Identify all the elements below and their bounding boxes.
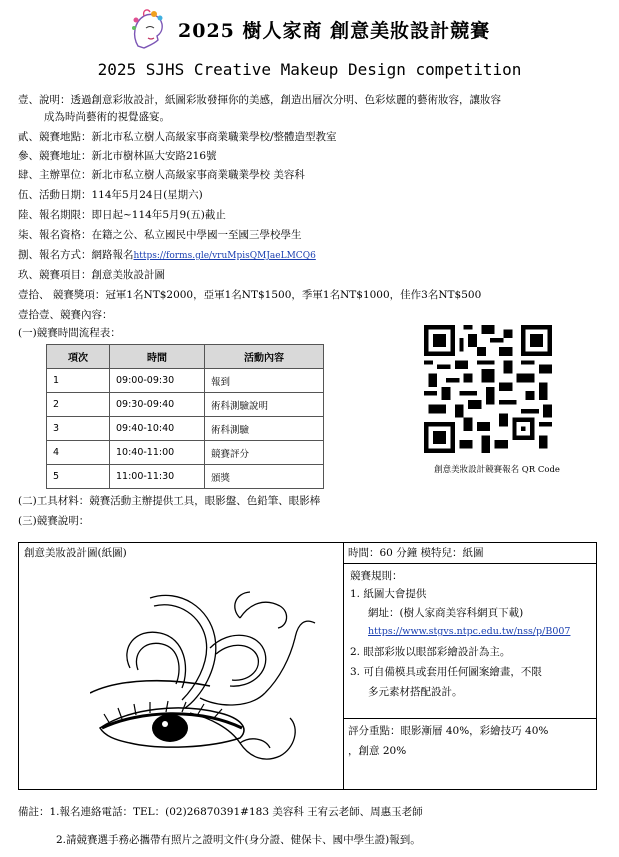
schedule-heading: (一)競賽時間流程表： (18, 327, 121, 339)
info-item: 玖、競賽項目：創意美妝設計圖 (18, 269, 165, 281)
rule-2: 2. 眼部彩妝以眼部彩繪設計為主。 (350, 646, 511, 658)
cell: 頒獎 (205, 465, 324, 489)
info-location: 貳、競賽地點：新北市私立樹人高級家事商業職業學校/整體造型教室 (18, 131, 337, 143)
butterfly-eye-illustration (90, 578, 330, 778)
divider (343, 563, 597, 564)
cell: 4 (47, 441, 110, 465)
rule-1-site: 網址：(樹人家商美容科網頁下載) (368, 607, 524, 619)
divider (343, 718, 597, 719)
cell: 09:40-10:40 (110, 417, 205, 441)
info-content: 壹拾壹、競賽內容： (18, 309, 113, 321)
info-line-1b: 成為時尚藝術的視覺盛宴。 (44, 111, 170, 123)
table-row (47, 393, 324, 417)
cell: 5 (47, 465, 110, 489)
face-logo-icon (124, 6, 170, 52)
schedule-table (46, 344, 324, 489)
scoring-line-2: ，創意 20% (348, 745, 407, 757)
cell: 2 (47, 393, 110, 417)
cell: 競賽評分 (205, 441, 324, 465)
info-awards: 壹拾、 競賽獎項：冠軍1名NT$2000，亞軍1名NT$1500，季軍1名NT$1000，佳作3名NT$500 (18, 289, 482, 301)
cell: 報到 (205, 369, 324, 393)
rule-3b: 多元素材搭配設計。 (368, 686, 463, 698)
qr-caption: 創意美妝設計競賽報名 QR Code (434, 465, 560, 475)
scoring-line: 評分重點：眼影漸層 40%，彩繪技巧 40% (348, 725, 549, 737)
cell: 09:30-09:40 (110, 393, 205, 417)
explain-heading: (三)競賽說明： (18, 515, 90, 527)
signup-link[interactable]: https://forms.gle/vruMpisQMJaeLMCQ6 (133, 251, 316, 261)
info-signup: 捌、報名方式：網路報名https://forms.gle/vruMpisQMJaeLMCQ6 (18, 249, 316, 261)
cell: 術科測驗 (205, 417, 324, 441)
column-header: 項次 (47, 345, 110, 369)
time-model: 時間：60 分鐘 模特兒：紙圖 (348, 547, 484, 559)
table-row (47, 417, 324, 441)
footer-note-1: 備註：1.報名連絡電話：TEL：(02)26870391#183 美容科 王宥云老師、周惠玉老師 (18, 806, 423, 818)
table-row (47, 369, 324, 393)
table-header-row (47, 345, 324, 369)
cell: 09:00-09:30 (110, 369, 205, 393)
footer-note-2: 2.請競賽選手務必攜帶有照片之證明文件(身分證、健保卡、國中學生證)報到。 (56, 834, 421, 846)
cell: 10:40-11:00 (110, 441, 205, 465)
table-row (47, 441, 324, 465)
info-address: 參、競賽地址：新北市樹林區大安路216號 (18, 150, 217, 162)
qr-code[interactable] (424, 325, 552, 453)
cell: 3 (47, 417, 110, 441)
info-date: 伍、活動日期：114年5月24日(星期六) (18, 189, 203, 201)
rule-1: 1. 紙圖大會提供 (350, 588, 427, 600)
rules-title: 競賽規則： (350, 570, 403, 582)
rule-3: 3. 可自備模具或套用任何圖案繪畫，不限 (350, 666, 542, 678)
tools-line: (二)工具材料：競賽活動主辦提供工具，眼影盤、色鉛筆、眼影棒 (18, 495, 321, 507)
info-deadline: 陸、報名期限：即日起~114年5月9(五)截止 (18, 209, 226, 221)
download-link[interactable]: https://www.stgvs.ntpc.edu.tw/nss/p/B007 (368, 626, 571, 637)
page-subtitle: 2025 SJHS Creative Makeup Design competition (97, 60, 522, 79)
column-header: 時間 (110, 345, 205, 369)
cell: 1 (47, 369, 110, 393)
info-eligibility: 柒、報名資格：在籍之公、私立國民中學國一至國三學校學生 (18, 229, 302, 241)
cell: 11:00-11:30 (110, 465, 205, 489)
divider (343, 542, 344, 790)
info-line-1: 壹、說明：透過創意彩妝設計，紙圖彩妝發揮你的美感，創造出層次分明、色彩炫麗的藝術妝容，讓妝容 (18, 94, 501, 106)
cell: 術科測驗說明 (205, 393, 324, 417)
column-header: 活動內容 (205, 345, 324, 369)
page-title: 2025 樹人家商 創意美妝設計競賽 (178, 20, 491, 42)
design-box-title: 創意美妝設計圖(紙圖) (24, 547, 127, 559)
table-row (47, 465, 324, 489)
info-organizer: 肆、主辦單位：新北市私立樹人高級家事商業職業學校 美容科 (18, 169, 305, 181)
